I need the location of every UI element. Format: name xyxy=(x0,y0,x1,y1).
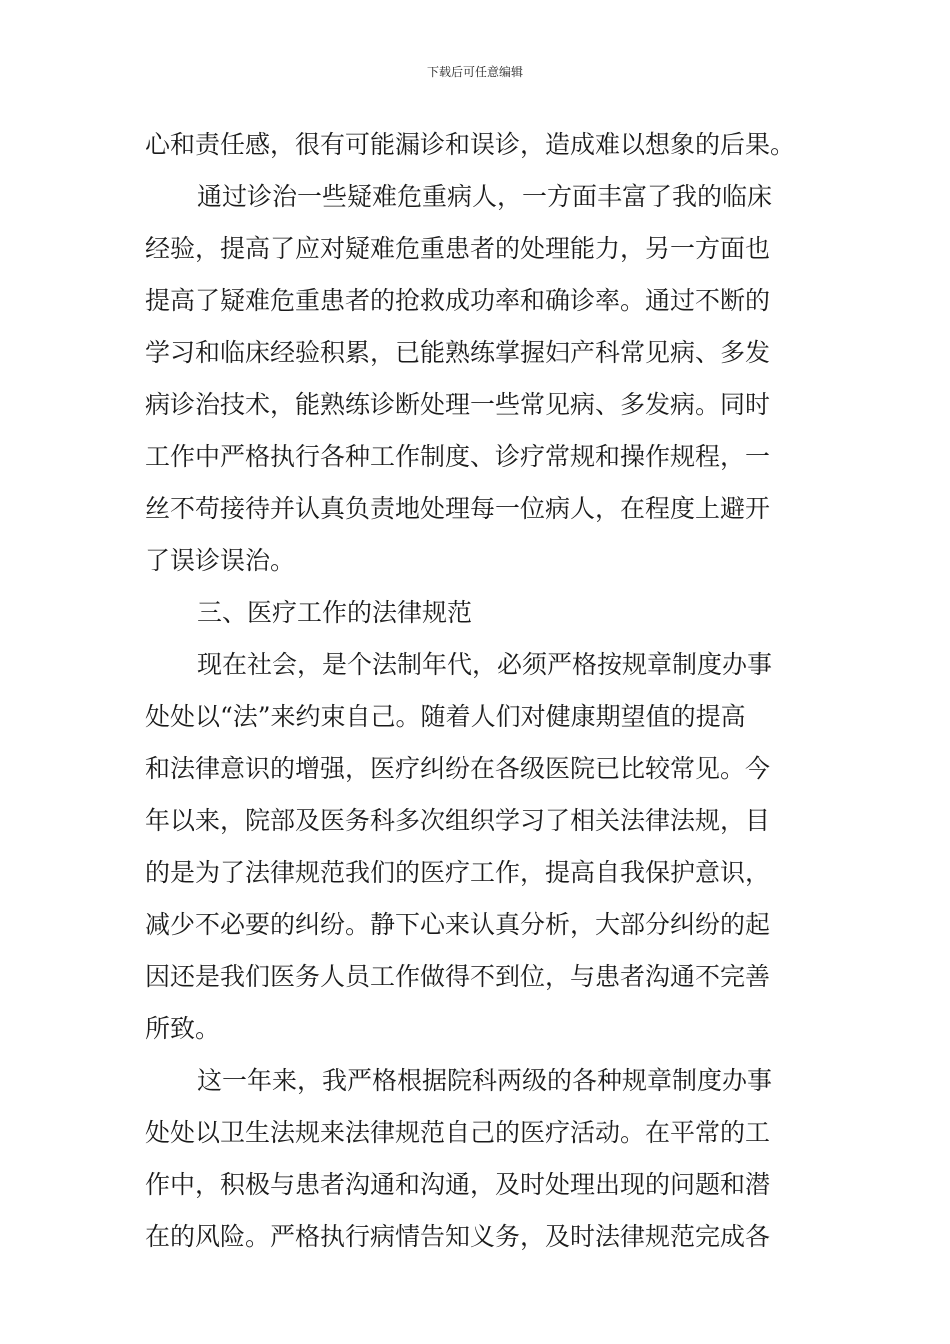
text-line: 所致。 xyxy=(145,1014,221,1043)
text-line: 心和责任感，很有可能漏诊和误诊，造成难以想象的后果。 xyxy=(145,130,796,159)
text-line: 经验，提高了应对疑难危重患者的处理能力，另一方面也 xyxy=(145,234,771,263)
text-line: 因还是我们医务人员工作做得不到位，与患者沟通不完善 xyxy=(145,962,771,991)
text-line: 现在社会，是个法制年代，必须严格按规章制度办事 xyxy=(197,650,773,679)
text-line: 这一年来，我严格根据院科两级的各种规章制度办事 xyxy=(197,1066,773,1095)
document-body xyxy=(145,119,810,1263)
text-line: 减少不必要的纠纷。静下心来认真分析，大部分纠纷的起 xyxy=(145,910,771,939)
text-line: 和法律意识的增强，医疗纠纷在各级医院已比较常见。今 xyxy=(145,754,771,783)
text-line: 年以来，院部及医务科多次组织学习了相关法律法规，目 xyxy=(145,806,771,835)
page-header-note: 下载后可任意编辑 xyxy=(426,65,523,79)
text-line: 的是为了法律规范我们的医疗工作，提高自我保护意识， xyxy=(145,858,771,887)
text-line: 作中，积极与患者沟通和沟通，及时处理出现的问题和潜 xyxy=(145,1170,771,1199)
text-line: 三、医疗工作的法律规范 xyxy=(197,598,473,627)
text-line: 在的风险。严格执行病情告知义务，及时法律规范完成各 xyxy=(145,1222,771,1251)
text-line: 了误诊误治。 xyxy=(145,546,296,575)
text-line: 工作中严格执行各种工作制度、诊疗常规和操作规程，一 xyxy=(145,442,771,471)
text-line: 提高了疑难危重患者的抢救成功率和确诊率。通过不断的 xyxy=(145,286,771,315)
text-line: 处处以卫生法规来法律规范自己的医疗活动。在平常的工 xyxy=(145,1118,771,1147)
text-line: 通过诊治一些疑难危重病人，一方面丰富了我的临床 xyxy=(197,182,773,211)
text-line: 学习和临床经验积累，已能熟练掌握妇产科常见病、多发 xyxy=(145,338,771,367)
text-line: 处处以“法”来约束自己。随着人们对健康期望值的提高 xyxy=(145,702,746,731)
text-line: 丝不苟接待并认真负责地处理每一位病人，在程度上避开 xyxy=(145,494,771,523)
text-line: 病诊治技术，能熟练诊断处理一些常见病、多发病。同时 xyxy=(145,390,771,419)
